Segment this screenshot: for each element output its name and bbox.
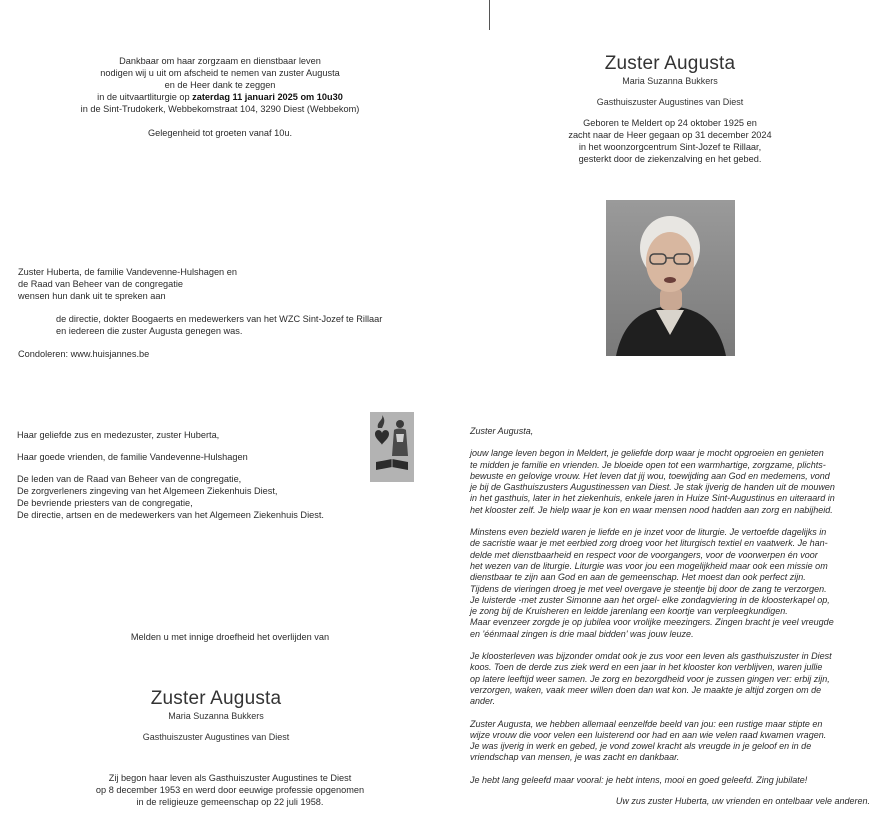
thanks-line: wensen hun dank uit te spreken aan [18, 291, 166, 301]
eulogy-line: jouw lange leven begon in Meldert, je geliefde dorp waar je mocht opgroeien en genieten [470, 448, 824, 459]
religious-emblem-icon [370, 412, 414, 482]
eulogy-line: te midden je familie en vrienden. Je bloeide open tot een warmhartige, zorgzame, plichts- [470, 459, 826, 470]
vow-line: op 8 december 1953 en werd door eeuwige professie opgenomen [95, 785, 365, 795]
religious-emblem [370, 412, 414, 482]
invite-line: Dankbaar om haar zorgzaam en dienstbaar leven [119, 56, 321, 66]
address-line: De directie, artsen en de medewerkers van het Algemeen Ziekenhuis Diest. [17, 510, 324, 520]
civil-name-2: Maria Suzanna Bukkers [168, 711, 264, 721]
eulogy-line: dienstbaar te zijn aan God en aan de gemeenschap. Het moest dan ook perfect zijn. [470, 572, 806, 583]
bottom-left-header [66, 688, 366, 742]
birth-block [520, 117, 820, 165]
condolences-line: Condoleren: www.huisjannes.be [18, 349, 150, 359]
eulogy-line: het klooster zelf. Je hielp waar je kon en waar mensen nood hadden aan zorg en nabijheid. [470, 504, 833, 515]
fold-line [489, 0, 490, 30]
deceased-name-2: Zuster Augusta [150, 688, 282, 709]
invite-line: en de Heer dank te zeggen [164, 80, 276, 90]
thanks-line: de Raad van Beheer van de congregatie [18, 279, 183, 289]
eulogy-line: koos. Toen de derde zus ziek werd en een jaar in het klooster kon verblijven, waren jullie [470, 662, 823, 673]
address-line: De bevriende priesters van de congregatie, [17, 498, 193, 508]
eulogy-line: de sacristie waar je met eerbied zorg droeg voor het liturgisch textiel en vaatwerk. Je han- [470, 538, 828, 549]
signature: Uw zus zuster Huberta, uw vrienden en ontelbaar vele anderen. [615, 796, 870, 807]
eulogy-line: Minstens even bezield waren je liefde en je inzet voor de liturgie. Je vertoefde dagelijks in [470, 527, 827, 538]
order-name: Gasthuiszuster Augustines van Diest [596, 97, 744, 107]
announce-line: Melden u met innige droefheid het overlijden van [130, 632, 330, 642]
paragraph [470, 775, 870, 786]
eulogy-line: Je hebt lang geleefd maar vooral: je hebt intens, mooi en goed geleefd. Zing jubilate! [470, 774, 808, 785]
civil-name: Maria Suzanna Bukkers [622, 76, 718, 86]
eulogy-line: wijze vrouw die voor velen een luisterend oor had en aan wie velen raad kwamen vragen. [470, 729, 827, 740]
greeting-line: Gelegenheid tot groeten vanaf 10u. [147, 128, 293, 138]
address-line: De zorgverleners zingeving van het Algemeen Ziekenhuis Diest, [17, 486, 278, 496]
eulogy-line: het wezen van de liturgie. Liturgie was voor jou een mogelijkheid maar ook een missie om [470, 560, 828, 571]
liturgy-line [40, 91, 400, 103]
address-line: Haar geliefde zus en medezuster, zuster Huberta, [17, 430, 220, 440]
paragraph [470, 448, 870, 516]
eulogy-line: delde met dienstbaarheid en respect voor de voorgangers, voor de voorwerpen én voor [470, 549, 818, 560]
portrait-icon [606, 200, 735, 356]
thanks-indent-line: de directie, dokter Boogaerts en medewerkers van het WZC Sint-Jozef te Rillaar [56, 314, 383, 324]
eulogy-line: je zong bij de Kruisheren en leidde jarenlang een koortje van verpleegkundigen. [470, 606, 788, 617]
eulogy-line: Je luisterde -met zuster Simonne aan het orgel- elke zondagviering in de kloosterkapel op, [470, 594, 830, 605]
portrait-photo [606, 200, 735, 356]
address-line: Haar goede vrienden, de familie Vandevenne-Hulshagen [17, 452, 248, 462]
paragraph [470, 719, 870, 764]
paragraph [470, 527, 870, 640]
eulogy-line: op latere leeftijd weer samen. Je zorg en bezorgdheid voor je zussen gingen ver: erbij zijn, [470, 673, 830, 684]
address-block [17, 429, 367, 521]
deceased-name: Zuster Augusta [604, 53, 736, 74]
salutation: Zuster Augusta, [470, 426, 534, 436]
eulogy-line: verzorgen, waken, vaak meer willen doen dan wat kon. Je maakte je altijd zorgen om de [470, 684, 822, 695]
eulogy-line: Je kloosterleven was bijzonder omdat ook je zus voor een leven als gasthuiszuster in Diest [470, 651, 832, 662]
eulogy-line: Zuster Augusta, we hebben allemaal eenzelfde beeld van jou: een rustige maar stipte en [470, 718, 823, 729]
eulogy-line: je bij de Gasthuiszusters Augustinessen van Diest. Je stak ijverig de handen uit de mouwen [470, 482, 835, 493]
eulogy-line: en 'éénmaal zingen is drie maal bidden' was jouw leuze. [470, 628, 694, 639]
eulogy-line: in het gasthuis, later in het ziekenhuis, enkele jaren in Huize Sint-Augustinus en uiteraard in [470, 493, 835, 504]
eulogy-line: ander. [470, 696, 496, 707]
birth-line: in het woonzorgcentrum Sint-Jozef te Rillaar, [578, 142, 762, 152]
vow-line: Zij begon haar leven als Gasthuiszuster Augustines te Diest [108, 773, 352, 783]
birth-line: zacht naar de Heer gegaan op 31 december 2024 [568, 130, 772, 140]
invite-line: nodigen wij u uit om afscheid te nemen van zuster Augusta [100, 68, 340, 78]
birth-line: gesterkt door de ziekenzalving en het gebed. [578, 154, 762, 164]
top-right-header [520, 53, 820, 107]
thanks-block [18, 266, 398, 360]
liturgy-prefix: in de uitvaartliturgie op [97, 92, 193, 102]
eulogy [470, 426, 870, 807]
thanks-indent-line: en iedereen die zuster Augusta genegen was. [56, 326, 243, 336]
thanks-line: Zuster Huberta, de familie Vandevenne-Hulshagen en [18, 267, 237, 277]
liturgy-date: zaterdag 11 januari 2025 om 10u30 [192, 92, 343, 102]
church-line: in de Sint-Trudokerk, Webbekomstraat 104, 3290 Diest (Webbekom) [80, 104, 360, 114]
vow-block [40, 772, 420, 808]
eulogy-line: vriendschap van mensen, je was zacht en dankbaar. [470, 752, 680, 763]
address-line: De leden van de Raad van Beheer van de congregatie, [17, 474, 242, 484]
eulogy-line: bewuste en gelovige vrouw. Het leven dat jij wou, toewijding aan God en medemens, vond [470, 470, 830, 481]
vow-line: in de religieuze gemeenschap op 22 juli 1958. [136, 797, 324, 807]
birth-line: Geboren te Meldert op 24 oktober 1925 en [583, 118, 757, 128]
eulogy-line: Maar evenzeer zorgde je op jubilea voor vrolijke meezingers. Zingen bracht je veel vreugde [470, 617, 834, 628]
eulogy-line: Tijdens de vieringen droeg je met veel overgave je steentje bij door de zang te verzorgen. [470, 583, 827, 594]
eulogy-line: Je was ijverig in werk en gebed, je vond zowel kracht als vreugde in je geloof en in de [470, 741, 812, 752]
order-name-2: Gasthuiszuster Augustines van Diest [142, 732, 290, 742]
paragraph [470, 651, 870, 707]
invitation-block [40, 55, 400, 139]
